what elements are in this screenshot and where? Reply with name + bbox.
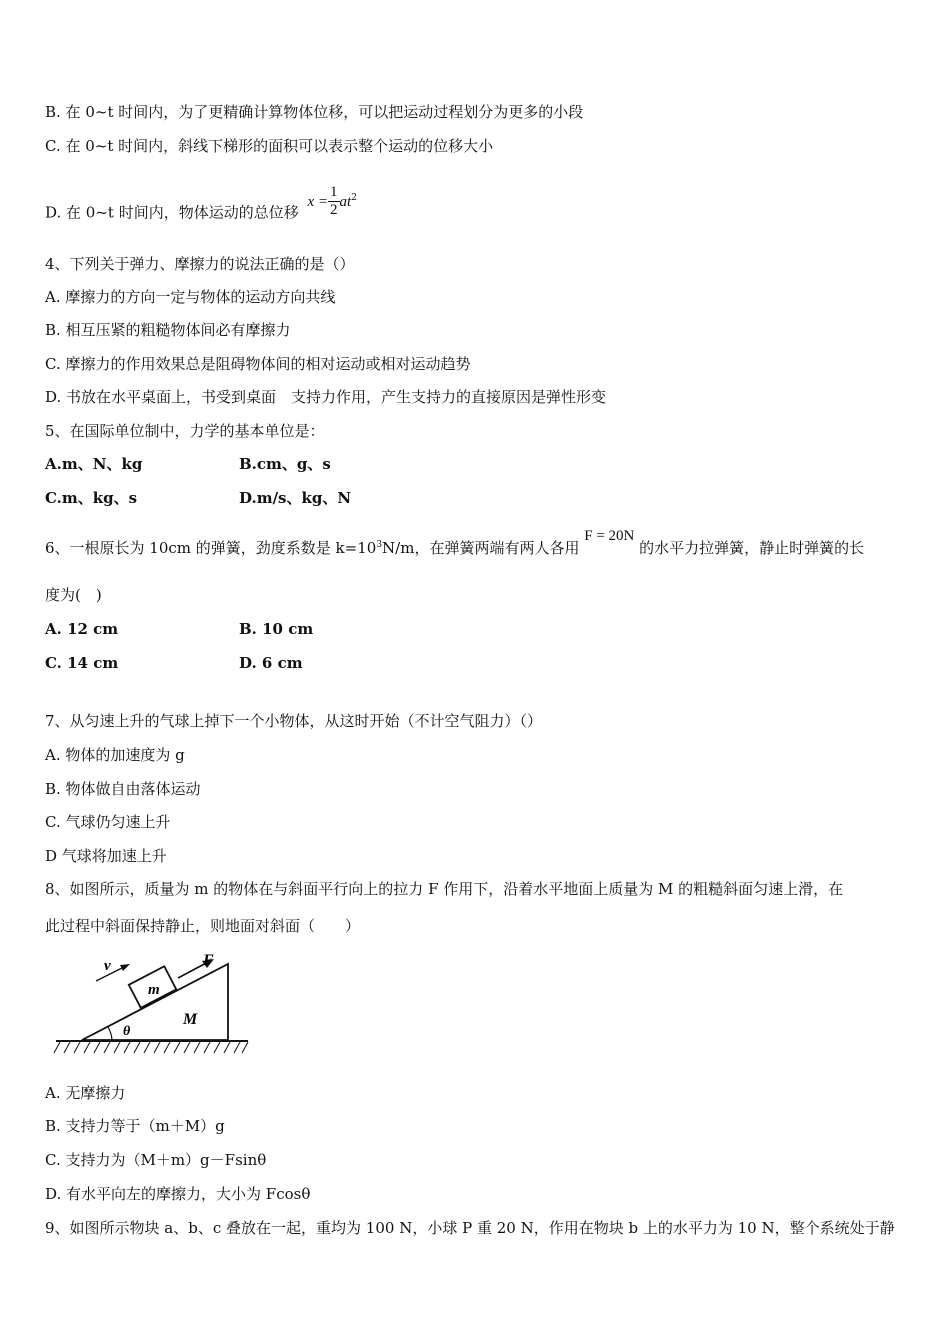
- q7-option-d: D 气球将加速上升: [45, 847, 167, 865]
- q8-option-c: C. 支持力为（M＋m）g－Fsinθ: [45, 1151, 267, 1169]
- q8-option-a: A. 无摩擦力: [45, 1084, 126, 1102]
- q5-option-c: C.m、kg、s: [45, 489, 138, 507]
- q6-option-b: B. 10 cm: [239, 620, 314, 638]
- q8-stem-line1: 8、如图所示，质量为 m 的物体在与斜面平行向上的拉力 F 作用下，沿着水平地面上质量为 M 的粗糙斜面匀速上滑，在: [45, 880, 844, 898]
- q6-option-c: C. 14 cm: [45, 654, 119, 672]
- q4-stem: 4、下列关于弹力、摩擦力的说法正确的是（）: [45, 255, 355, 273]
- q5-option-b: B.cm、g、s: [239, 455, 331, 473]
- q6-force-formula: F = 20N: [584, 528, 635, 544]
- q7-option-c: C. 气球仍匀速上升: [45, 813, 171, 831]
- q3-option-d-text: D. 在 0~t 时间内，物体运动的总位移: [45, 203, 299, 222]
- q7-stem: 7、从匀速上升的气球上掉下一个小物体，从这时开始（不计空气阻力）（）: [45, 712, 543, 730]
- q6-option-a: A. 12 cm: [45, 620, 119, 638]
- q7-option-a: A. 物体的加速度为 g: [45, 746, 185, 764]
- q4-option-a: A. 摩擦力的方向一定与物体的运动方向共线: [45, 288, 336, 306]
- q4-option-c: C. 摩擦力的作用效果总是阻碍物体间的相对运动或相对运动趋势: [45, 355, 471, 373]
- q8-option-b: B. 支持力等于（m＋M）g: [45, 1117, 225, 1135]
- q5-option-d: D.m/s、kg、N: [239, 489, 352, 507]
- q8-stem-line2: 此过程中斜面保持静止，则地面对斜面（ ）: [45, 917, 361, 935]
- velocity-arrow-icon: [120, 964, 130, 971]
- q5-option-a: A.m、N、kg: [45, 455, 143, 473]
- q5-row-1: [45, 454, 445, 474]
- q3-option-b: B. 在 0~t 时间内，为了更精确计算物体位移，可以把运动过程划分为更多的小段: [45, 103, 584, 121]
- q4-option-d: D. 书放在水平桌面上，书受到桌面 支持力作用，产生支持力的直接原因是弹性形变: [45, 388, 607, 406]
- label-v: v: [104, 958, 111, 974]
- q3-option-d-formula: x = $\frac{1}{2}$ $at^2$: [307, 184, 357, 218]
- q3-option-d: [45, 184, 357, 231]
- q8-option-d: D. 有水平向左的摩擦力，大小为 Fcosθ: [45, 1185, 311, 1203]
- incline-figure: [50, 950, 255, 1060]
- q6-stem-line1: 6、一根原长为 10cm 的弹簧，劲度系数是 $k=10^3N/m$，在弹簧两端有两人各用 F = 20N 的水平力拉弹簧，静止时弹簧的长: [45, 528, 865, 557]
- q4-option-b: B. 相互压紧的粗糙物体间必有摩擦力: [45, 321, 291, 339]
- label-M: M: [183, 1011, 198, 1028]
- q9-stem-line1: 9、如图所示物块 a、b、c 叠放在一起，重均为 100 N，小球 P 重 20 N，作用在物块 b 上的水平力为 10 N，整个系统处于静: [45, 1219, 895, 1237]
- label-F: F: [203, 952, 214, 969]
- q6-option-d: D. 6 cm: [239, 654, 303, 672]
- label-theta: θ: [123, 1024, 131, 1039]
- q3-option-c: C. 在 0~t 时间内，斜线下梯形的面积可以表示整个运动的位移大小: [45, 137, 494, 155]
- q6-row-1: [45, 619, 445, 639]
- q6-row-2: [45, 653, 445, 673]
- q5-stem: 5、在国际单位制中，力学的基本单位是：: [45, 422, 325, 440]
- q7-option-b: B. 物体做自由落体运动: [45, 780, 201, 798]
- q5-row-2: [45, 488, 445, 508]
- q6-stem-line2: 度为( ): [45, 586, 102, 604]
- label-m: m: [148, 982, 160, 998]
